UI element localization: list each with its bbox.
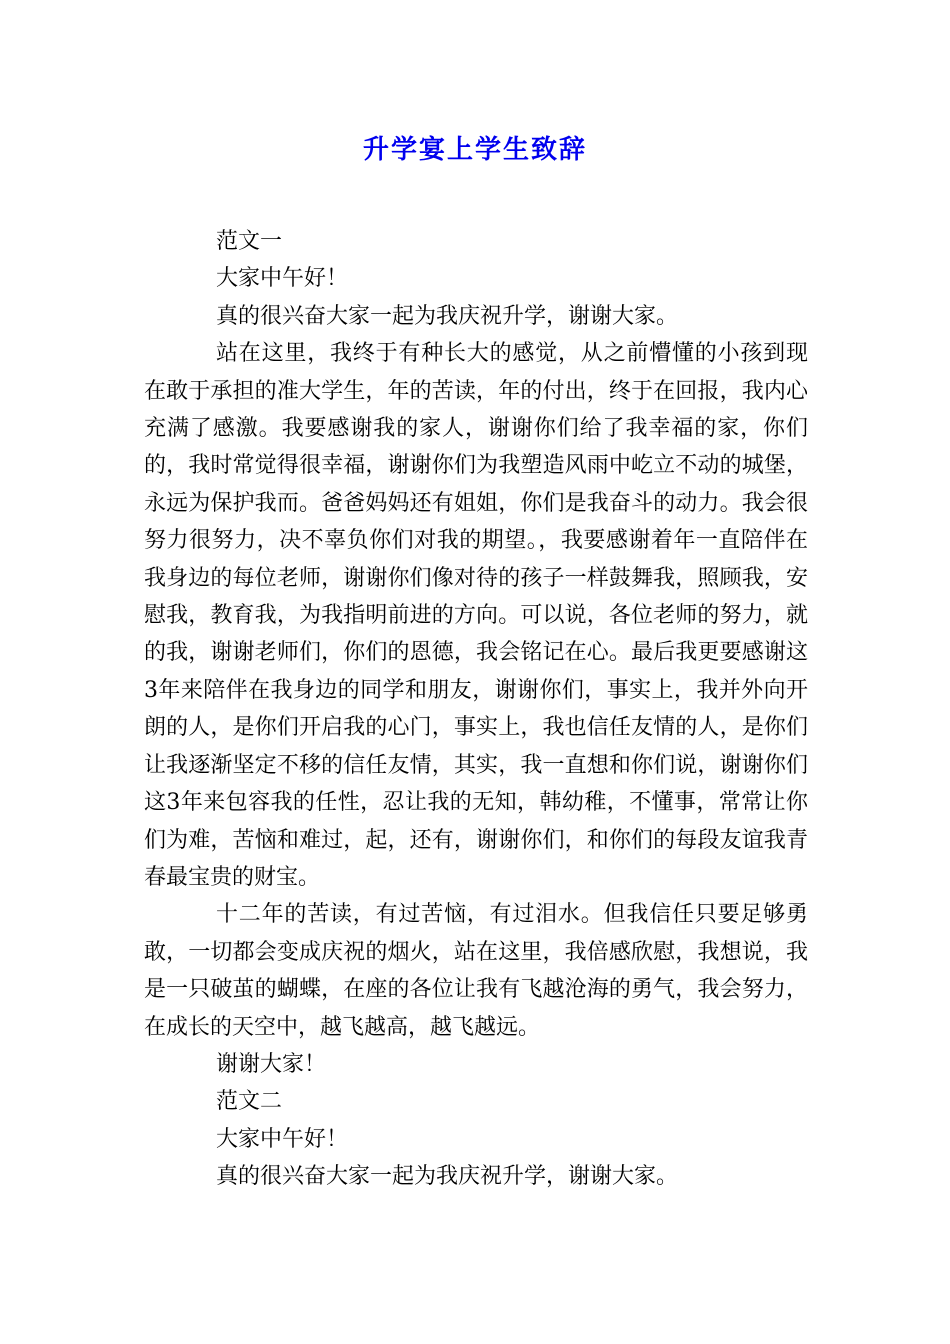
document-body — [144, 223, 808, 1196]
paragraph-closing-reflection: 十二年的苦读，有过苦恼，有过泪水。但我信任只要足够勇敢，一切都会变成庆祝的烟火，站在这里，我倍感欣慰，我想说，我是一只破茧的蝴蝶，在座的各位让我有飞越沧海的勇气，我会努力，在成长的天空中，越飞越高，越飞越远。 — [144, 902, 808, 1040]
document-title: 升学宴上学生致辞 — [362, 135, 587, 165]
paragraph-greeting: 大家中午好！ — [216, 266, 349, 292]
paragraph-thank-you: 谢谢大家！ — [216, 1051, 327, 1077]
paragraph-thanks-intro-two: 真的很兴奋大家一起为我庆祝升学，谢谢大家。 — [216, 1164, 679, 1190]
paragraph-greeting-two: 大家中午好！ — [216, 1126, 349, 1152]
paragraph-sample-one-heading: 范文一 — [216, 229, 283, 254]
paragraph-main-speech: 站在这里，我终于有种长大的感觉，从之前懵懂的小孩到现在敢于承担的准大学生，年的苦读，年的付出，终于在回报，我内心充满了感激。我要感谢我的家人，谢谢你们给了我幸福的家，你们的，我时常觉得很幸福，谢谢你们为我塑造风雨中屹立不动的城堡，永远为保护我而。爸爸妈妈还有姐姐，你们是我奋斗的动力。我会很努力很努力，决不辜负你们对我的期望。，我要感谢着年一直陪伴在我身边的每位老师，谢谢你们像对待的孩子一样鼓舞我，照顾我，安慰我，教育我，为我指明前进的方向。可以说，各位老师的努力，就的我，谢谢老师们，你们的恩德，我会铭记在心。最后我更要感谢这3年来陪伴在我身边的同学和朋友，谢谢你们，事实上，我并外向开朗的人，是你们开启我的心门，事实上，我也信任友情的人，是你们让我逐渐坚定不移的信任友情，其实，我一直想和你们说，谢谢你们这3年来包容我的任性，忍让我的无知，韩幼稚，不懂事，常常让你们为难，苦恼和难过，起，还有，谢谢你们，和你们的每段友谊我青春最宝贵的财宝。 — [144, 341, 808, 890]
paragraph-thanks-intro: 真的很兴奋大家一起为我庆祝升学，谢谢大家。 — [216, 303, 679, 329]
paragraph-sample-two-heading: 范文二 — [216, 1089, 283, 1115]
